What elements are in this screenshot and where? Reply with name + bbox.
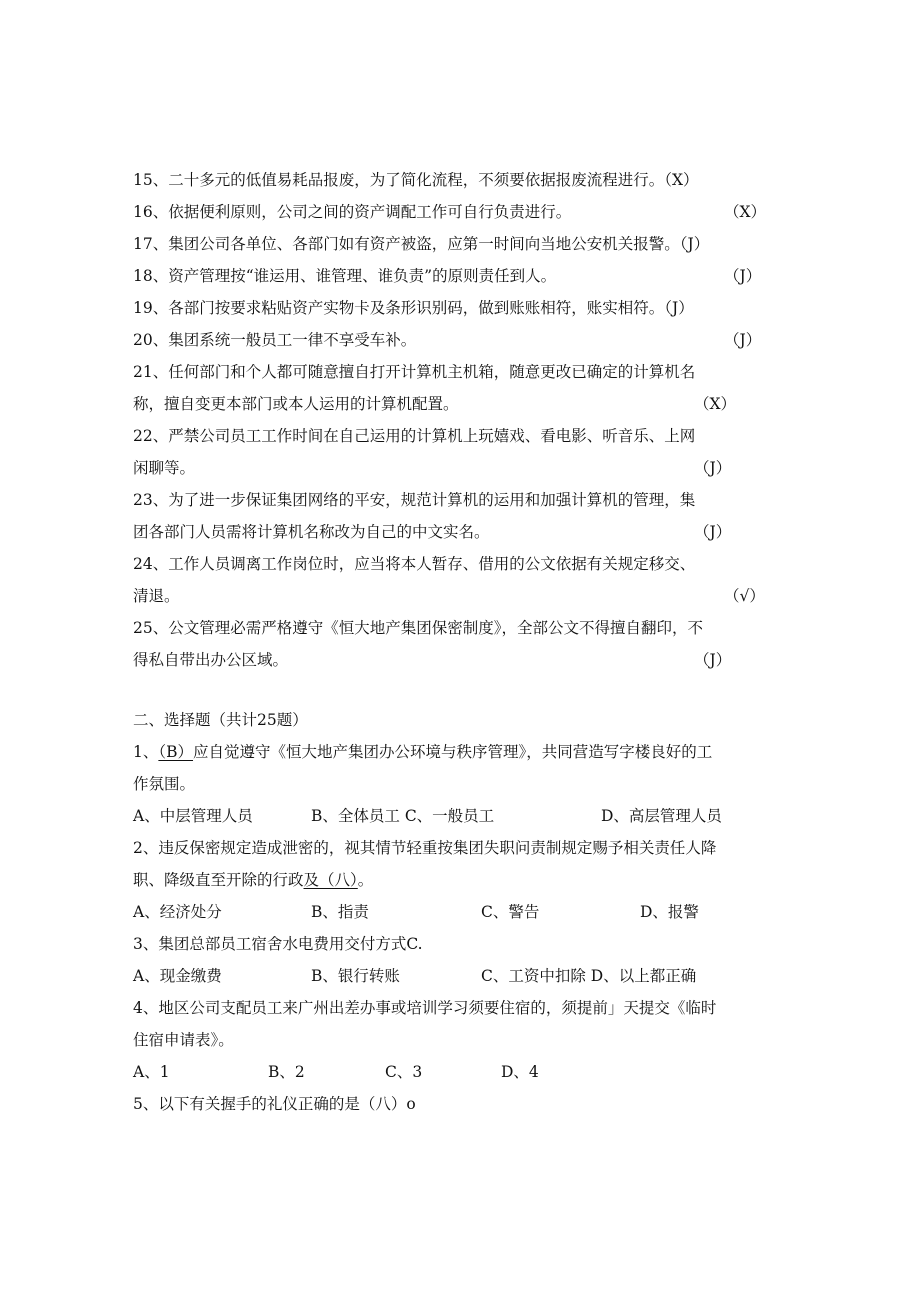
- judgement-item-23-line1: 23、为了进一步保证集团网络的平安，规范计算机的运用和加强计算机的管理，集: [133, 491, 696, 509]
- choice-question-1-line1: [133, 742, 712, 762]
- question-text: 。: [357, 871, 374, 889]
- answer-blank: （B）: [158, 743, 194, 761]
- choice-option: C、工资中扣除 D、以上都正确: [481, 967, 697, 985]
- judgement-answer-20: （J）: [724, 331, 762, 349]
- choice-question-5: 5、以下有关握手的礼仪正确的是（八）o: [133, 1095, 416, 1113]
- choice-option: B、指责: [311, 903, 369, 921]
- choice-option: A、1: [133, 1063, 170, 1081]
- choice-question-3: 3、集团总部员工宿舍水电费用交付方式C.: [133, 935, 423, 953]
- choice-option: B、银行转账: [311, 967, 400, 985]
- section-title: 二、选择题（共计25题）: [133, 711, 308, 729]
- judgement-item-22-line2: 闲聊等。: [133, 459, 196, 477]
- choice-option: D、报警: [640, 903, 699, 921]
- judgement-answer-18: （J）: [724, 267, 762, 285]
- choice-question-2-line2: [133, 870, 373, 890]
- answer-blank: 及（八）: [303, 871, 358, 889]
- judgement-item-22-line1: 22、严禁公司员工工作时间在自己运用的计算机上玩嬉戏、看电影、听音乐、上网: [133, 427, 696, 445]
- judgement-answer-16: （X）: [724, 203, 767, 221]
- judgement-answer-21: （X）: [694, 395, 737, 413]
- judgement-item-17: 17、集团公司各单位、各部门如有资产被盗，应第一时间向当地公安机关报警。（J）: [133, 235, 710, 253]
- choice-question-4-line2: 住宿申请表》。: [133, 1031, 234, 1049]
- choice-option: C、警告: [481, 903, 540, 921]
- choice-option: C、3: [385, 1063, 423, 1081]
- judgement-item-18: 18、资产管理按“谁运用、谁管理、谁负责”的原则责任到人。: [133, 267, 557, 285]
- judgement-item-24-line2: 清退。: [133, 587, 180, 605]
- choice-option: A、中层管理人员: [133, 807, 253, 825]
- choice-option: A、现金缴费: [133, 967, 222, 985]
- choice-question-1-line2: 作氛围。: [133, 775, 196, 793]
- question-text: 职、降级直至开除的行政: [133, 871, 304, 889]
- choice-question-2-line1: 2、违反保密规定造成泄密的，视其情节轻重按集团失职问责制规定赐予相关责任人降: [133, 839, 717, 857]
- judgement-item-25-line1: 25、公文管理必需严格遵守《恒大地产集团保密制度》，全部公文不得擅自翻印，不: [133, 619, 703, 637]
- judgement-item-19: 19、各部门按要求粘贴资产实物卡及条形识别码，做到账账相符，账实相符。（J）: [133, 299, 694, 317]
- choice-option: D、高层管理人员: [601, 807, 722, 825]
- choice-question-4-line1: 4、地区公司支配员工来广州出差办事或培训学习须要住宿的，须提前」天提交《临时: [133, 999, 717, 1017]
- judgement-item-16: 16、依据便利原则，公司之间的资产调配工作可自行负责进行。: [133, 203, 572, 221]
- judgement-item-21-line1: 21、任何部门和个人都可随意擅自打开计算机主机箱，随意更改已确定的计算机名: [133, 363, 696, 381]
- judgement-answer-23: （J）: [694, 523, 732, 541]
- choice-option: D、4: [501, 1063, 539, 1081]
- judgement-item-15: 15、二十多元的低值易耗品报废，为了简化流程，不须要依据报废流程进行。（X）: [133, 171, 699, 189]
- choice-option: A、经济处分: [133, 903, 222, 921]
- judgement-item-23-line2: 团各部门人员需将计算机名称改为自己的中文实名。: [133, 523, 490, 541]
- choice-option: B、全体员工 C、一般员工: [311, 807, 495, 825]
- judgement-answer-25: （J）: [694, 651, 732, 669]
- judgement-item-25-line2: 得私自带出办公区域。: [133, 651, 289, 669]
- question-text: 应自觉遵守《恒大地产集团办公环境与秩序管理》，共同营造写字楼良好的工: [193, 743, 713, 761]
- choice-option: B、2: [268, 1063, 305, 1081]
- judgement-item-20: 20、集团系统一般员工一律不享受车补。: [133, 331, 417, 349]
- judgement-answer-24: （√）: [724, 587, 765, 605]
- judgement-answer-22: （J）: [694, 459, 732, 477]
- judgement-item-21-line2: 称，擅自变更本部门或本人运用的计算机配置。: [133, 395, 459, 413]
- question-number: 1、: [133, 743, 159, 761]
- judgement-item-24-line1: 24、工作人员调离工作岗位时，应当将本人暂存、借用的公文依据有关规定移交、: [133, 555, 696, 573]
